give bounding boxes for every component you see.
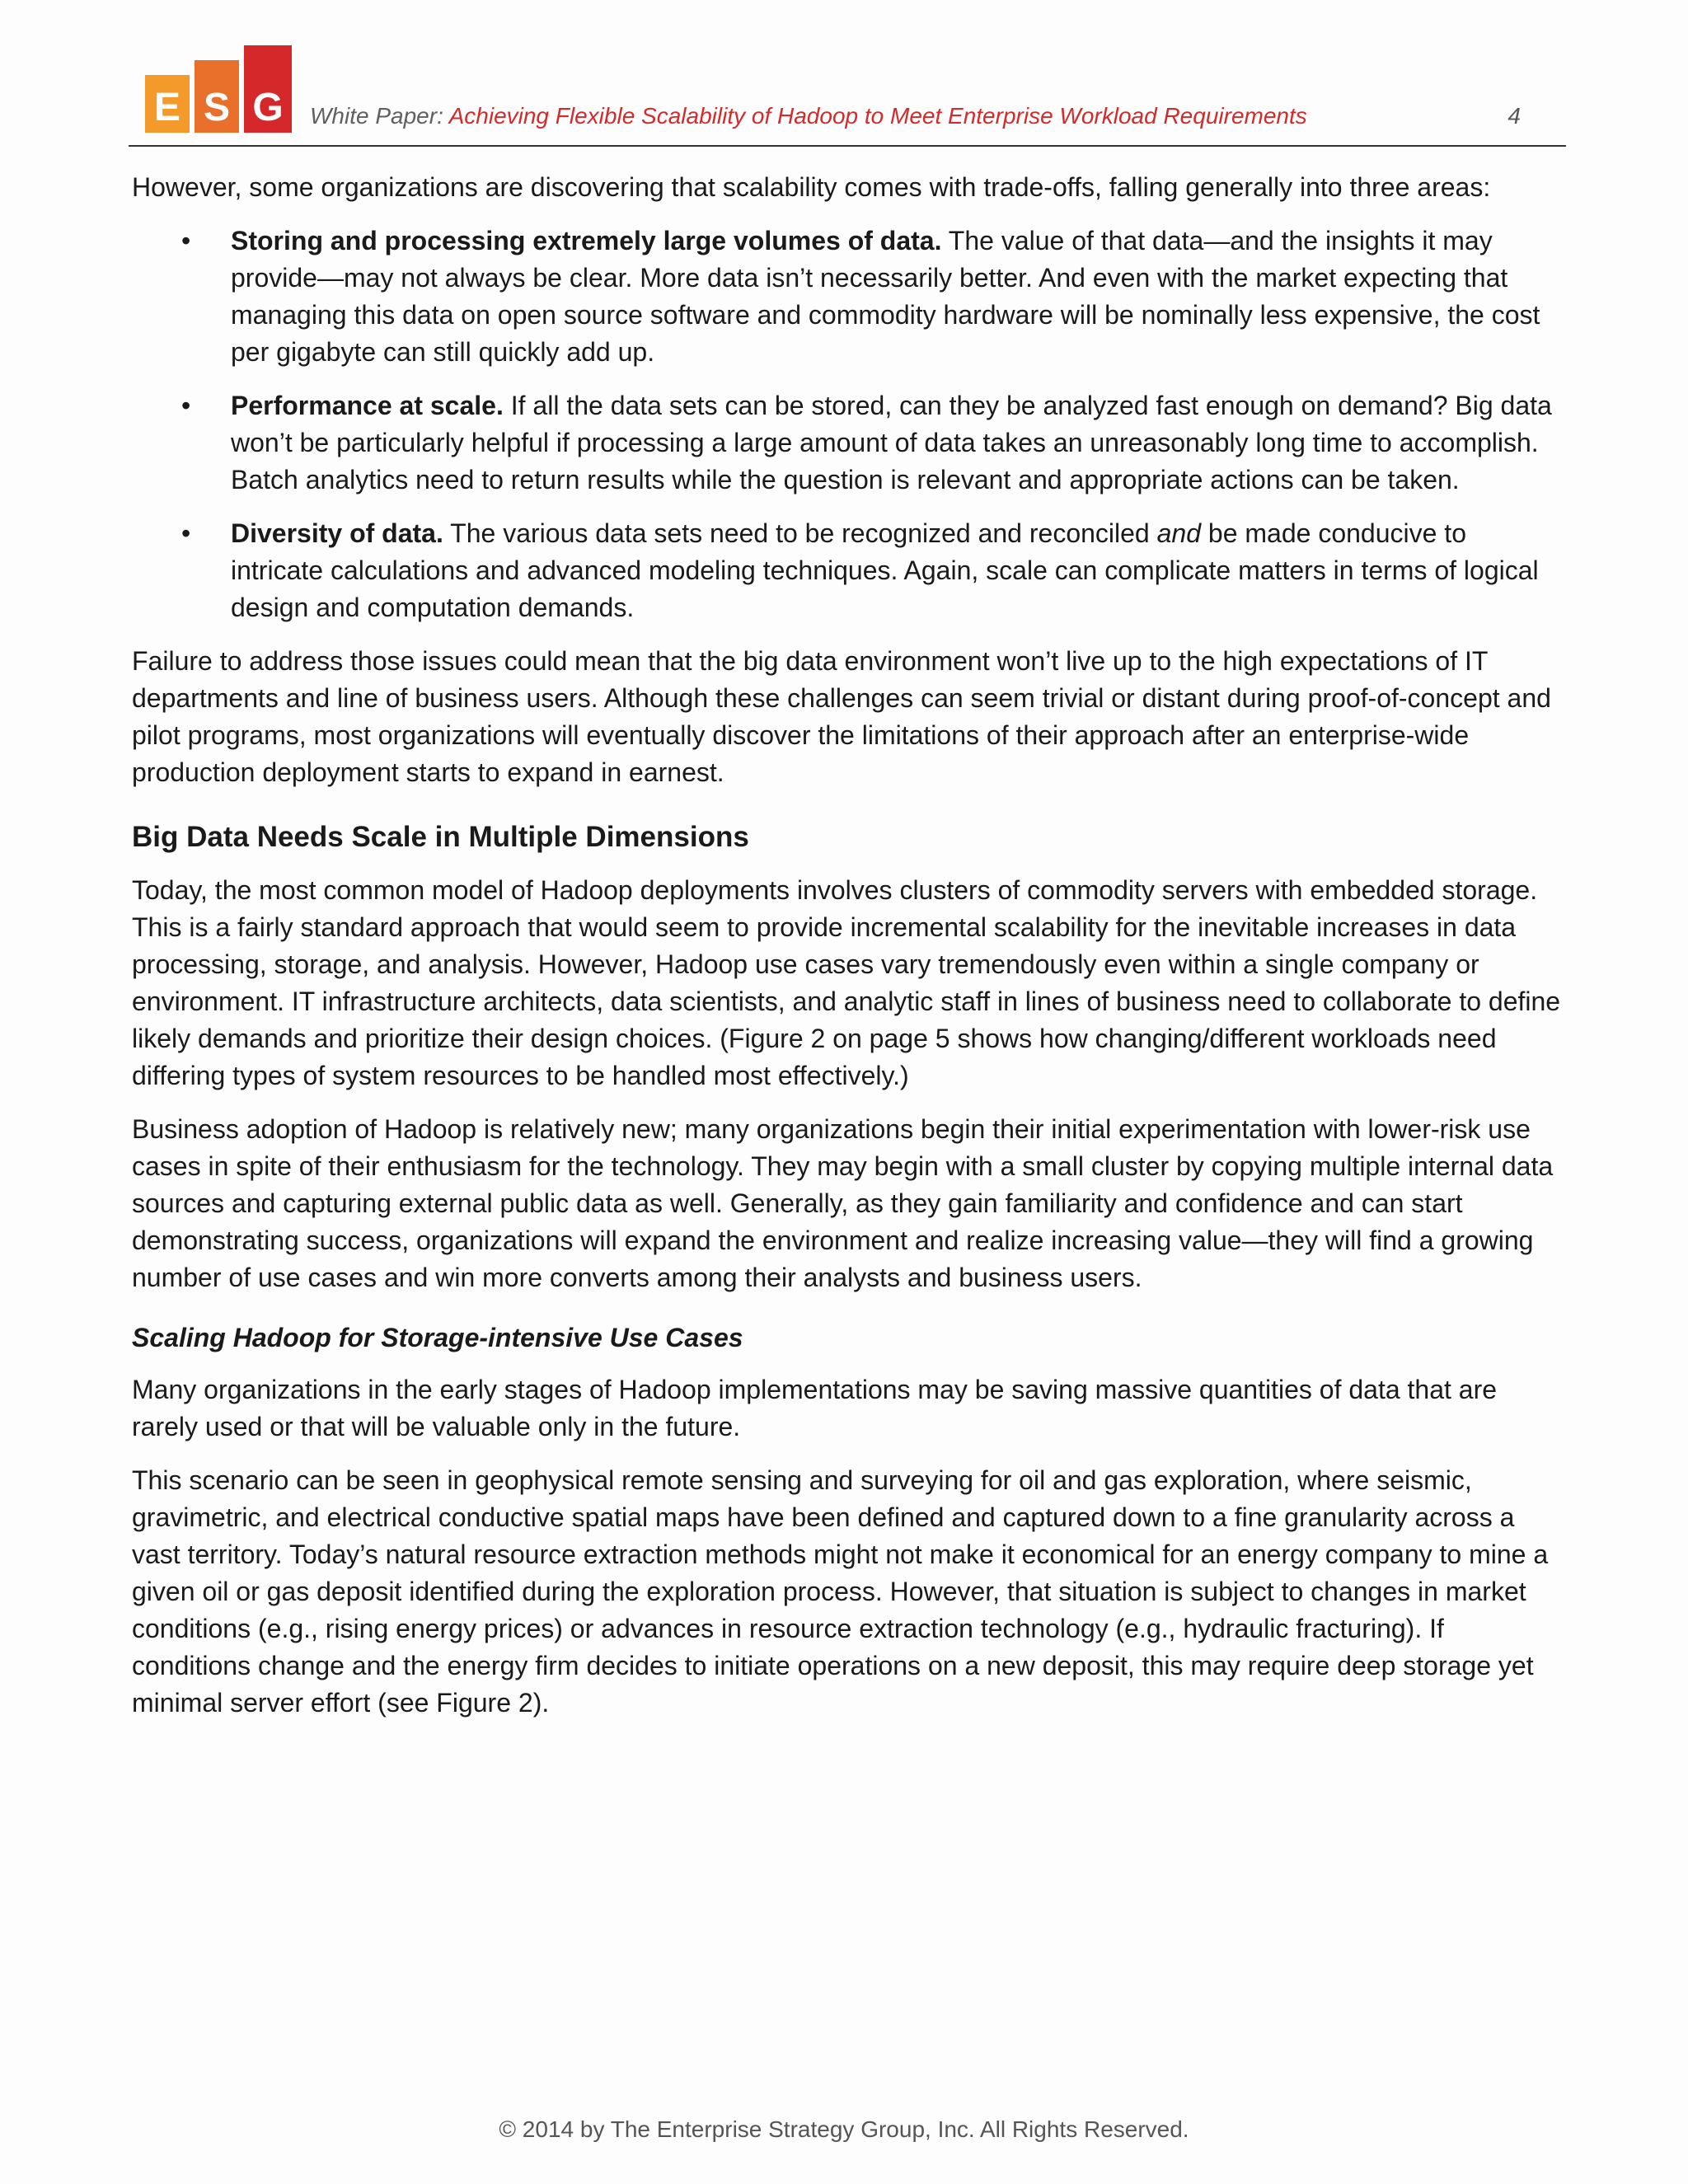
section-heading: Big Data Needs Scale in Multiple Dimensions xyxy=(132,821,749,853)
failure-paragraph: Failure to address those issues could mean that the big data environment won’t live up to the high expectations of IT departments and line of business users. Although these challenges can seem trivial or distant during proof-of-concept and pilot programs, most organizations will eventually discover the limitations of their approach after an enterprise-wide production deployment starts to expand in earnest. xyxy=(132,646,1551,787)
document-title-prefix: White Paper: xyxy=(310,103,449,129)
bullet-icon: • xyxy=(181,518,191,548)
logo-letter-s: S xyxy=(203,86,231,129)
logo-letter-e: E xyxy=(153,86,181,129)
document-title-text: Achieving Flexible Scalability of Hadoop to Meet Enterprise Workload Requirements xyxy=(448,103,1307,129)
list-item-text-continued: be made conducive to intricate calculations and advanced modeling techniques. Again, scale can complicate matters in terms of logical design and computation demands. xyxy=(231,518,1539,622)
list-item-text: The value of that data—and the insights it may provide—may not always be clear. More data isn’t necessarily better. And even with the market expecting that managing this data on open source software and commodity hardware will be nominally less expensive, the cost per gigabyte can still quickly add up. xyxy=(231,226,1540,367)
logo-letter-g: G xyxy=(252,86,284,129)
list-item-heading: Storing and processing extremely large volumes of data. xyxy=(231,226,942,255)
list-item-text: The various data sets need to be recognized and reconciled xyxy=(443,518,1157,548)
list-item-heading: Performance at scale. xyxy=(231,391,504,420)
page-footer-copyright: © 2014 by The Enterprise Strategy Group, Inc. All Rights Reserved. xyxy=(499,2116,1189,2142)
list-item-text: If all the data sets can be stored, can they be analyzed fast enough on demand? Big data won’t be particularly helpful if processing a large amount of data takes an unreasonably long time to accomplish. Batch analytics need to return results while the question is relevant and appropriate actions can be taken. xyxy=(231,391,1552,494)
document-title xyxy=(310,103,1307,129)
page-header xyxy=(129,37,1566,148)
document-body xyxy=(132,169,1563,1738)
subsection-paragraph-1: Many organizations in the early stages of Hadoop implementations may be saving massive quantities of data that are rarely used or that will be valuable only in the future. xyxy=(132,1375,1498,1441)
subsection-paragraph-2: This scenario can be seen in geophysical remote sensing and surveying for oil and gas exploration, where seismic, gravimetric, and electrical conductive spatial maps have been defined and captured down to a fine granularity across a vast territory. Today’s natural resource extraction methods might not make it economical for an energy company to mine a given oil or gas deposit identified during the exploration process. However, that situation is subject to changes in market conditions (e.g., rising energy prices) or advances in resource extraction technology (e.g., hydraulic fracturing). If conditions change and the energy firm decides to initiate operations on a new deposit, this may require deep storage yet minimal server effort (see Figure 2). xyxy=(132,1465,1549,1718)
list-item-emphasis: and xyxy=(1156,518,1201,548)
header-divider xyxy=(129,145,1566,147)
section-paragraph-1: Today, the most common model of Hadoop deployments involves clusters of commodity servers with embedded storage. This is a fairly standard approach that would seem to provide incremental scalability for the inevitable increases in data processing, storage, and analysis. However, Hadoop use cases vary tremendously even within a single company or environment. IT infrastructure architects, data scientists, and analytic staff in lines of business need to collaborate to define likely demands and prioritize their design choices. (Figure 2 on page 5 shows how changing/different workloads need differing types of system resources to be handled most effectively.) xyxy=(132,875,1561,1090)
page-number: 4 xyxy=(1507,103,1521,129)
bullet-icon: • xyxy=(181,391,191,420)
esg-logo xyxy=(137,42,302,141)
list-item-heading: Diversity of data. xyxy=(231,518,443,548)
list-item xyxy=(132,515,1563,626)
section-paragraph-2: Business adoption of Hadoop is relatively new; many organizations begin their initial experimentation with lower-risk use cases in spite of their enthusiasm for the technology. They may begin with a small cluster by copying multiple internal data sources and capturing external public data as well. Generally, as they gain familiarity and confidence and can start demonstrating success, organizations will expand the environment and realize increasing value—they will find a growing number of use cases and win more converts among their analysts and business users. xyxy=(132,1114,1554,1292)
list-item xyxy=(132,223,1563,371)
bullet-icon: • xyxy=(181,226,191,255)
list-item xyxy=(132,387,1563,499)
subsection-heading: Scaling Hadoop for Storage-intensive Use Cases xyxy=(132,1323,743,1352)
tradeoff-list xyxy=(132,223,1563,626)
intro-paragraph: However, some organizations are discovering that scalability comes with trade-offs, falling generally into three areas: xyxy=(132,172,1491,202)
